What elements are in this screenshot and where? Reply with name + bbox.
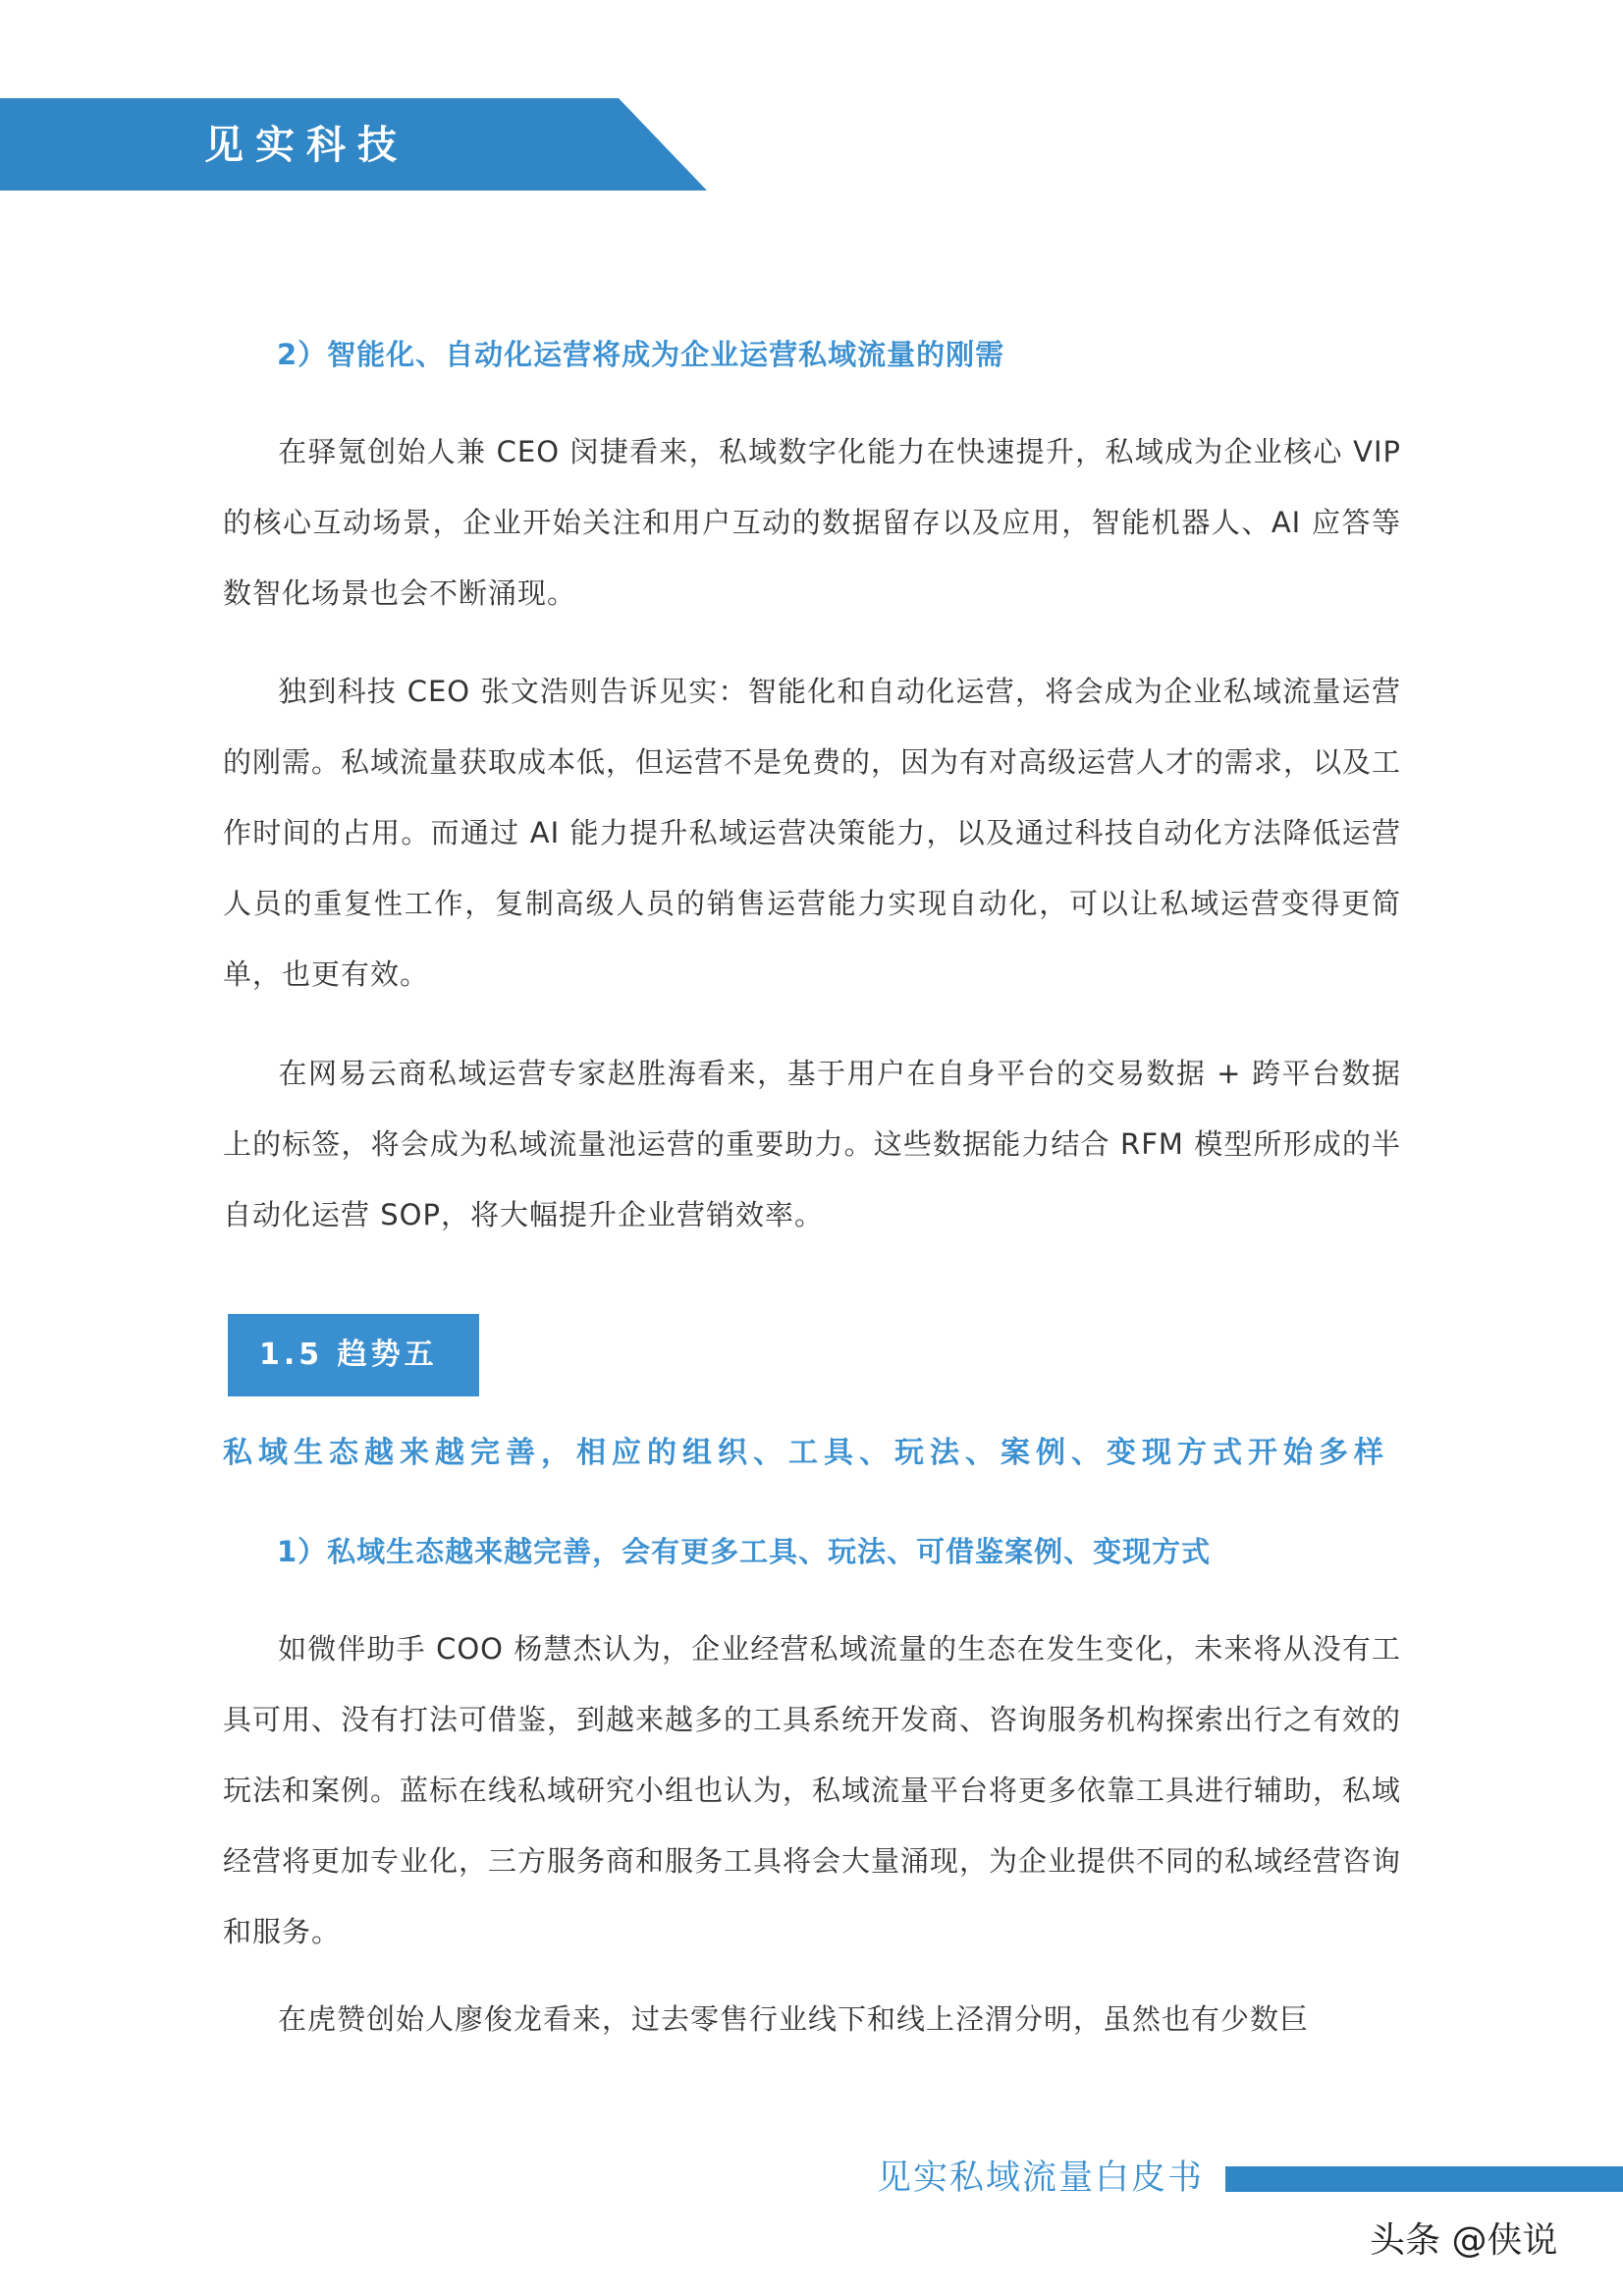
section-tag-label: 1.5 趋势五	[259, 1338, 438, 1372]
paragraph	[223, 1038, 1401, 1250]
brand-title: 见实科技	[204, 123, 408, 168]
footer-bar	[1225, 2166, 1623, 2192]
section-tag	[228, 1314, 479, 1396]
section-caption: 私域生态越来越完善，相应的组织、工具、玩法、案例、变现方式开始多样	[223, 1436, 1389, 1470]
paragraph-text: 独到科技 CEO 张文浩则告诉见实：智能化和自动化运营，将会成为企业私域流量运营的刚需。私域流量获取成本低，但运营不是免费的，因为有对高级运营人才的需求，以及工作时间的占用。而通过 AI 能力提升私域运营决策能力，以及通过科技自动化方法降低运营人员的重复性工作，复制高级人员的销售运营能力实现自动化，可以让私域运营变得更简单，也更有效。	[223, 675, 1402, 991]
paragraph	[223, 416, 1401, 629]
watermark: 头条 @侠说	[1370, 2220, 1558, 2261]
paragraph-text: 在驿氪创始人兼 CEO 闵捷看来，私域数字化能力在快速提升，私域成为企业核心 VIP 的核心互动场景，企业开始关注和用户互动的数据留存以及应用，智能机器人、AI 应答等数智化场景也会不断涌现。	[223, 435, 1401, 610]
paragraph-text: 在虎赞创始人廖俊龙看来，过去零售行业线下和线上泾渭分明，虽然也有少数巨	[278, 2002, 1310, 2036]
paragraph	[223, 1613, 1401, 1967]
paragraph-text: 在网易云商私域运营专家赵胜海看来，基于用户在自身平台的交易数据 + 跨平台数据上的标签，将会成为私域流量池运营的重要助力。这些数据能力结合 RFM 模型所形成的半自动化运营 SOP，将大幅提升企业营销效率。	[223, 1057, 1401, 1231]
subheading-ecosystem: 1）私域生态越来越完善，会有更多工具、玩法、可借鉴案例、变现方式	[277, 1535, 1212, 1568]
footer-title: 见实私域流量白皮书	[877, 2159, 1205, 2198]
paragraph-text: 如微伴助手 COO 杨慧杰认为，企业经营私域流量的生态在发生变化，未来将从没有工具可用、没有打法可借鉴，到越来越多的工具系统开发商、咨询服务机构探索出行之有效的玩法和案例。蓝标在线私域研究小组也认为，私域流量平台将更多依靠工具进行辅助，私域经营将更加专业化，三方服务商和服务工具将会大量涌现，为企业提供不同的私域经营咨询和服务。	[223, 1632, 1402, 1948]
paragraph	[223, 1984, 1401, 2054]
subheading-smart-automation: 2）智能化、自动化运营将成为企业运营私域流量的刚需	[277, 338, 1005, 371]
paragraph	[223, 656, 1401, 1010]
